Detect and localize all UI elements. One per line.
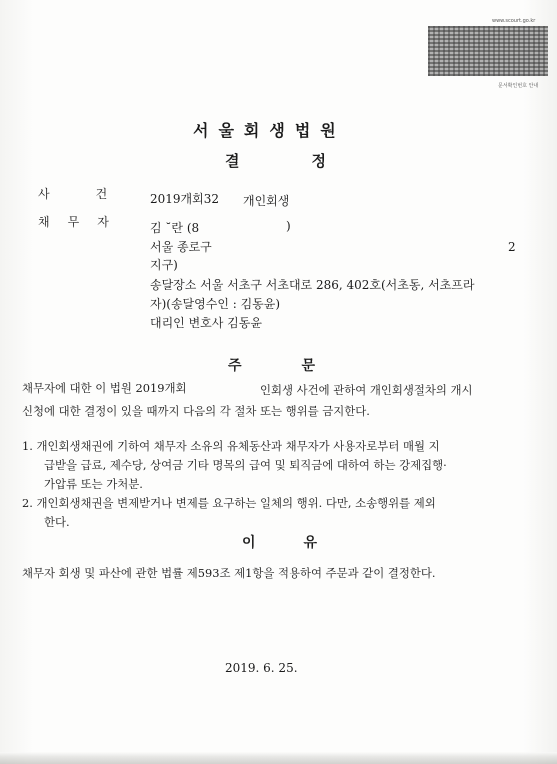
court-name: 서울회생법원 xyxy=(193,121,346,140)
case-type: 개인회생 xyxy=(243,194,290,208)
legal-agent: 대리인 변호사 김동윤 xyxy=(150,316,262,330)
reason-text: 채무자 회생 및 파산에 관한 법률 제593조 제1항을 적용하여 주문과 같이 결정한다. xyxy=(22,566,436,580)
doc-type-char-2: 정 xyxy=(311,152,326,170)
order-intro-line2: 신청에 대한 결정이 있을 때까지 다음의 각 절차 또는 행위를 금지한다. xyxy=(22,404,370,418)
debtor-address-tail: 2 xyxy=(508,240,516,254)
order-item-2-line1: 2. 개인회생채권을 변제받거나 변제를 요구하는 일체의 행위. 다만, 소송행위를 제외 xyxy=(22,496,436,510)
qr-caption: 문서확인번호 안내 xyxy=(498,83,539,89)
decision-date: 2019. 6. 25. xyxy=(225,661,298,675)
service-address-line1: 송달장소 서울 서초구 서초대로 286, 402호(서초동, 서초프라 xyxy=(150,278,475,292)
order-item-1-line1: 1. 개인회생채권에 기하여 채무자 소유의 유체동산과 채무자가 사용자로부터 매월 지 xyxy=(22,439,440,453)
debtor-label-char-1: 채 xyxy=(38,215,50,229)
order-item-1-line2: 급받을 급료, 제수당, 상여금 기타 명목의 급여 및 퇴직금에 대하여 하는 강제집행· xyxy=(44,458,447,472)
order-item-2-line2: 한다. xyxy=(44,515,70,529)
doc-type-char-1: 결 xyxy=(225,152,240,170)
debtor-label xyxy=(38,213,109,230)
reason-heading-char-1: 이 xyxy=(242,535,256,551)
reason-heading-char-2: 유 xyxy=(303,535,318,551)
order-heading-char-2: 문 xyxy=(301,358,316,374)
order-heading-char-1: 주 xyxy=(228,358,242,374)
qr-code xyxy=(428,26,548,76)
order-item-1-line3: 가압류 또는 가처분. xyxy=(44,477,143,491)
document-type xyxy=(225,150,326,171)
case-label-char-1: 사 xyxy=(38,187,50,201)
scan-edge xyxy=(0,752,557,764)
case-number: 2019개회32 xyxy=(150,192,219,206)
service-address-line2: 자)(송달영수인 : 김동윤) xyxy=(150,297,281,311)
debtor-label-char-2: 무 xyxy=(67,215,80,229)
debtor-label-char-3: 자 xyxy=(97,215,109,229)
reason-heading xyxy=(242,532,317,552)
debtor-name-tail: ) xyxy=(286,219,291,233)
order-heading xyxy=(228,355,315,375)
case-label xyxy=(38,185,107,202)
order-intro-line1b: 인회생 사건에 관하여 개인회생절차의 개시 xyxy=(260,383,473,397)
order-intro-line1a: 채무자에 대한 이 법원 2019개회 xyxy=(22,381,187,395)
qr-url: www.scourt.go.kr xyxy=(492,18,536,24)
case-label-char-2: 건 xyxy=(95,187,108,201)
debtor-address: 서울 종로구 xyxy=(150,240,212,254)
debtor-address-cont: 지구) xyxy=(150,258,178,272)
debtor-name: 김 ˘란 (8 xyxy=(150,221,200,235)
